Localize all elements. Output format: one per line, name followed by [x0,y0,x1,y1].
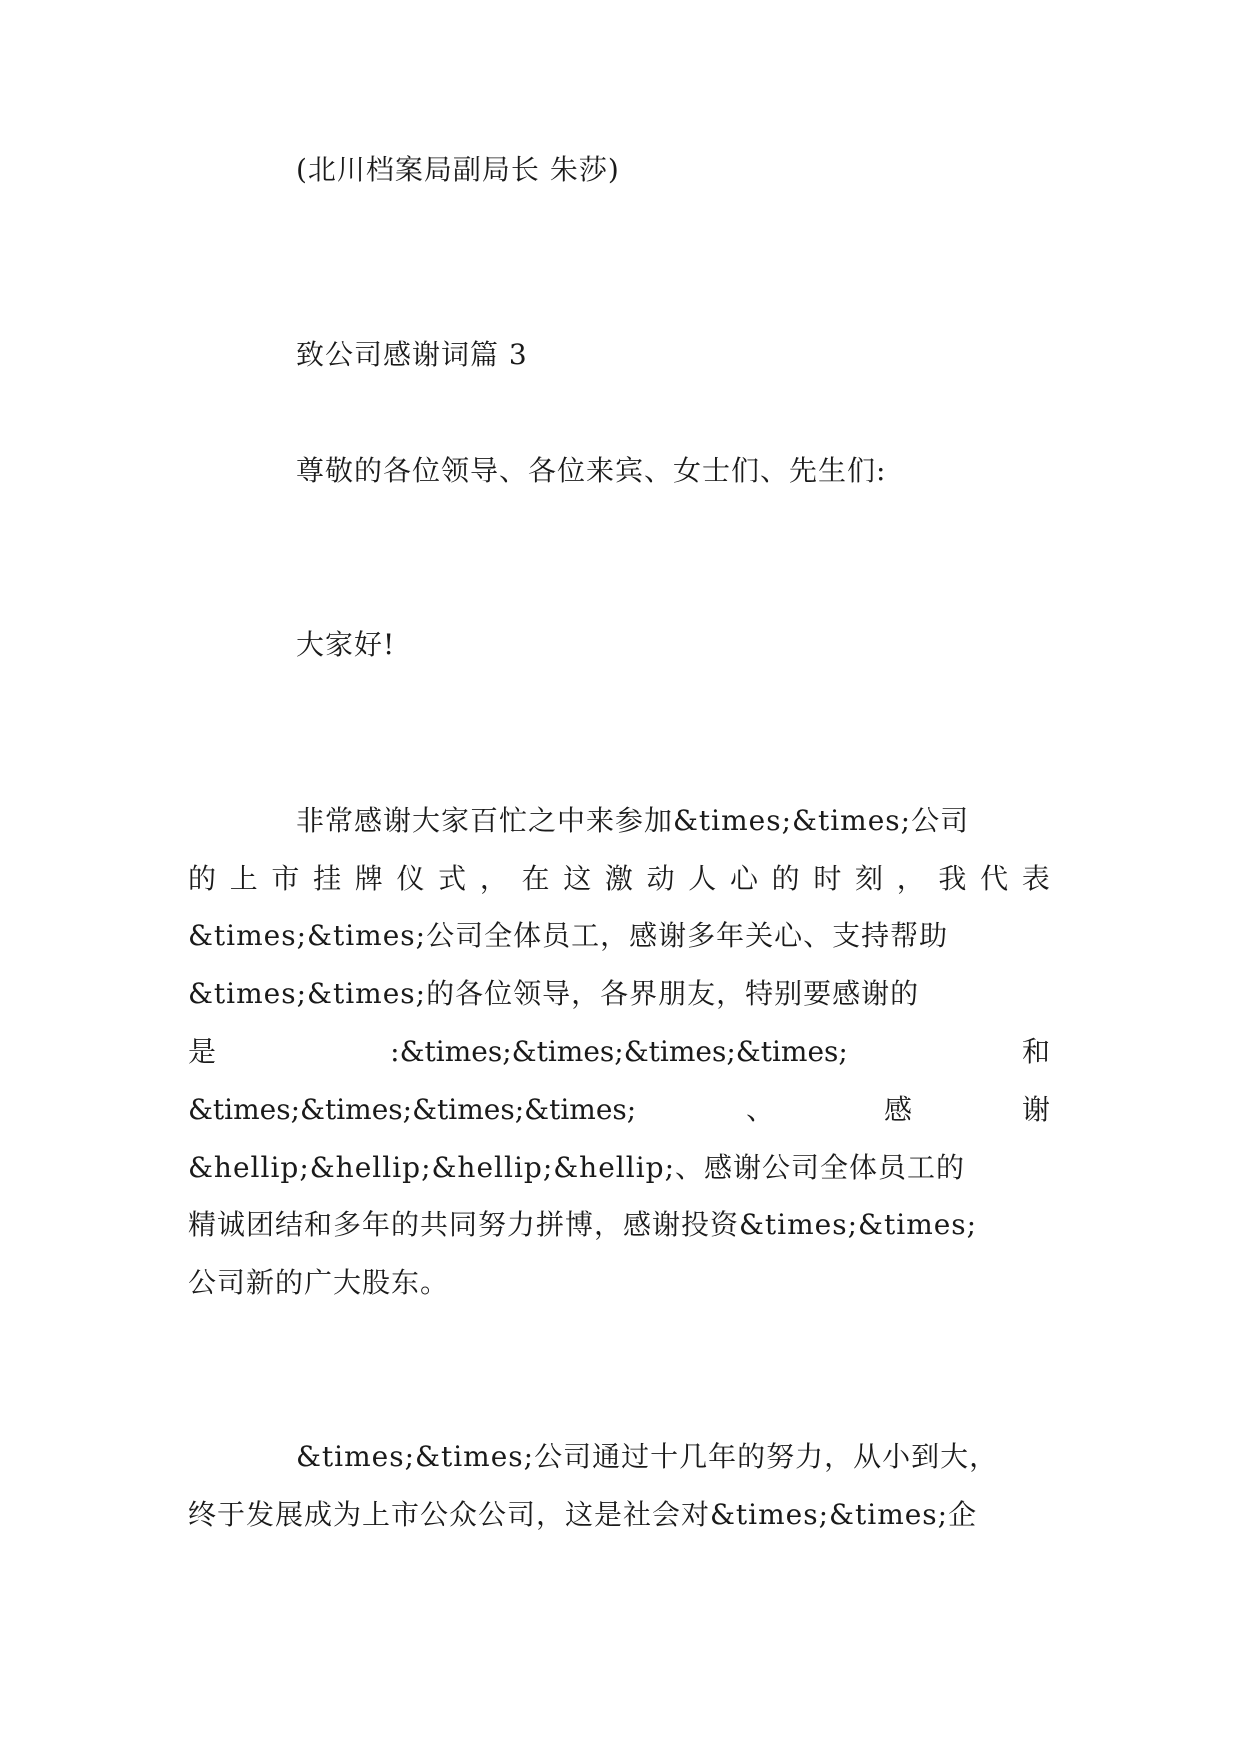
paragraph1-line5-segment: 是 [188,1035,217,1068]
paragraph1-line8: 精诚团结和多年的共同努力拼博，感谢投资&times;&times; [188,1208,978,1241]
paragraph1-line2-segment: 在 [521,862,550,895]
paragraph1-line6-segment: 感 [884,1093,913,1126]
paragraph1-line2-segment: 上 [229,862,258,895]
paragraph1-line9: 公司新的广大股东。 [188,1266,450,1299]
paragraph1-line2-segment: 人 [688,862,717,895]
paragraph1-line5-segment: 和 [1021,1035,1050,1068]
paragraph1-line2-segment: ， [896,862,925,895]
paragraph1-line6-segment: 谢 [1021,1093,1050,1126]
paragraph1-line2 [188,862,1050,896]
signature-line: (北川档案局副局长 朱莎) [296,153,620,186]
paragraph1-line2-segment: 牌 [354,862,383,895]
paragraph1-line2-segment: 的 [188,862,217,895]
paragraph1-line2-segment: 挂 [313,862,342,895]
paragraph1-line3: &times;&times;公司全体员工，感谢多年关心、支持帮助 [188,919,949,952]
paragraph2-line1: &times;&times;公司通过十几年的努力，从小到大， [296,1440,999,1473]
paragraph1-line2-segment: 的 [771,862,800,895]
paragraph1-line6-segment: 、 [746,1093,775,1126]
paragraph1-line2-segment: 市 [271,862,300,895]
paragraph1-line2-segment: 我 [938,862,967,895]
paragraph2-line2: 终于发展成为上市公众公司，这是社会对&times;&times;企 [188,1498,978,1531]
paragraph1-line2-segment: 动 [646,862,675,895]
paragraph1-line2-segment: 表 [1021,862,1050,895]
paragraph1-line6 [188,1093,1050,1127]
paragraph1-line2-segment: 式 [438,862,467,895]
paragraph1-line1: 非常感谢大家百忙之中来参加&times;&times;公司 [296,804,970,837]
paragraph1-line2-segment: 时 [813,862,842,895]
paragraph1-line2-segment: 心 [729,862,758,895]
paragraph1-line2-segment: 激 [604,862,633,895]
paragraph1-line7: &hellip;&hellip;&hellip;&hellip;、感谢公司全体员工的 [188,1151,966,1184]
section-title: 致公司感谢词篇 3 [296,338,528,371]
paragraph1-line2-segment: 这 [563,862,592,895]
paragraph1-line2-segment: 仪 [396,862,425,895]
paragraph1-line4: &times;&times;的各位领导，各界朋友，特别要感谢的 [188,977,920,1010]
paragraph1-line2-segment: 刻 [855,862,884,895]
paragraph1-line6-segment: &times;&times;&times;&times; [188,1093,637,1126]
greeting: 大家好! [296,628,396,661]
paragraph1-line5-segment: :&times;&times;&times;&times; [390,1035,848,1068]
paragraph1-line5 [188,1035,1050,1069]
salutation: 尊敬的各位领导、各位来宾、女士们、先生们: [296,454,887,487]
paragraph1-line2-segment: 代 [980,862,1009,895]
paragraph1-line2-segment: ， [479,862,508,895]
